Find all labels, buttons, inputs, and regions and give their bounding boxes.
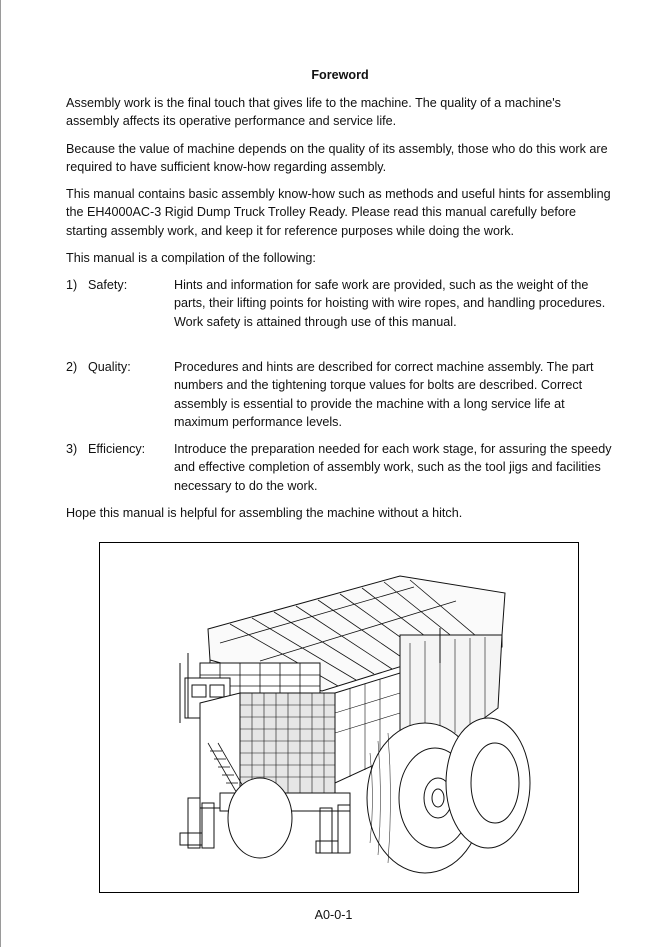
closing-paragraph: Hope this manual is helpful for assembling the machine without a hitch. <box>66 506 463 520</box>
list-item-body <box>174 276 614 331</box>
intro-paragraph-2: Because the value of machine depends on the quality of its assembly, those who do this work are required to have sufficient know-how regarding assembly. <box>66 142 608 175</box>
list-item-label: Safety: <box>88 278 128 292</box>
list-item-number: 1) <box>66 278 78 292</box>
list-item-text: Introduce the preparation needed for each work stage, for assuring the speedy and effective completion of assembly work, such as the tool jigs and facilities necessary to do the work. <box>174 442 612 493</box>
list-item-text: Hints and information for safe work are provided, such as the weight of the parts, their lifting points for hoisting with wire ropes, and handling procedures. <box>174 278 606 311</box>
list-item-text: Procedures and hints are described for correct machine assembly. The part numbers and the tightening torque values for bolts are described. Correct assembly is essential to provide the machine with a long service life at maximum performance levels. <box>174 360 594 430</box>
list-item-note: Work safety is attained through use of this manual. <box>174 314 457 329</box>
intro-paragraph-4: This manual is a compilation of the following: <box>66 251 316 265</box>
list-item-label: Quality: <box>88 360 131 374</box>
intro-paragraph-1: Assembly work is the final touch that gives life to the machine. The quality of a machine's assembly affects its operative performance and service life. <box>66 96 561 129</box>
dump-truck-illustration-icon <box>100 543 578 892</box>
intro-paragraph-3: This manual contains basic assembly know-how such as methods and useful hints for assembling the EH4000AC-3 Rigid Dump Truck Trolley Ready. Please read this manual carefully before starting assembly work, and keep it for reference purposes while doing the work. <box>66 187 611 238</box>
list-item-number: 2) <box>66 360 78 374</box>
list-item-body <box>174 440 614 495</box>
page-number: A0-0-1 <box>314 908 353 922</box>
list-item-number: 3) <box>66 442 78 456</box>
list-item-label: Efficiency: <box>88 442 146 456</box>
figure-frame <box>99 542 579 893</box>
page-title: Foreword <box>311 68 369 82</box>
list-item-body <box>174 358 614 432</box>
page-edge-line <box>0 0 1 947</box>
